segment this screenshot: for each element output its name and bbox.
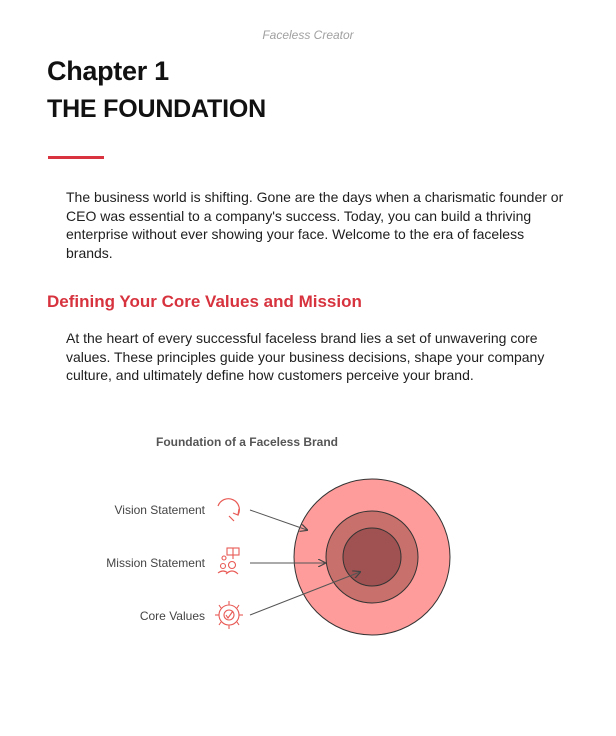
team-flag-icon [218, 548, 239, 574]
inner-core-values [343, 528, 401, 586]
rotate-arrow-icon [218, 499, 239, 521]
intro-paragraph: The business world is shifting. Gone are the days when a charismatic founder or CEO was essential to a company's success. Today, you can build a thriving enterprise without ever showing your face. Welcome to the era of faceless brands. [66, 189, 564, 261]
diagram-graphic [0, 420, 616, 680]
diagram-title: Foundation of a Faceless Brand [155, 435, 339, 449]
title-underline-accent [48, 156, 104, 159]
label-vision-statement: Vision Statement [114, 503, 205, 517]
section-paragraph: At the heart of every successful faceless brand lies a set of unwavering core values. These principles guide your business decisions, shape your company culture, and ultimately define how customers perceive your brand. [66, 330, 545, 383]
gear-icon [215, 601, 243, 629]
label-mission-statement: Mission Statement [106, 556, 205, 570]
label-core-values: Core Values [139, 609, 205, 623]
running-header: Faceless Creator [262, 28, 354, 42]
vision-connector-arrow [250, 510, 307, 530]
section-heading: Defining Your Core Values and Mission [47, 292, 362, 311]
foundation-diagram [0, 420, 616, 680]
chapter-title: THE FOUNDATION [47, 95, 266, 123]
chapter-label: Chapter 1 [47, 56, 169, 86]
